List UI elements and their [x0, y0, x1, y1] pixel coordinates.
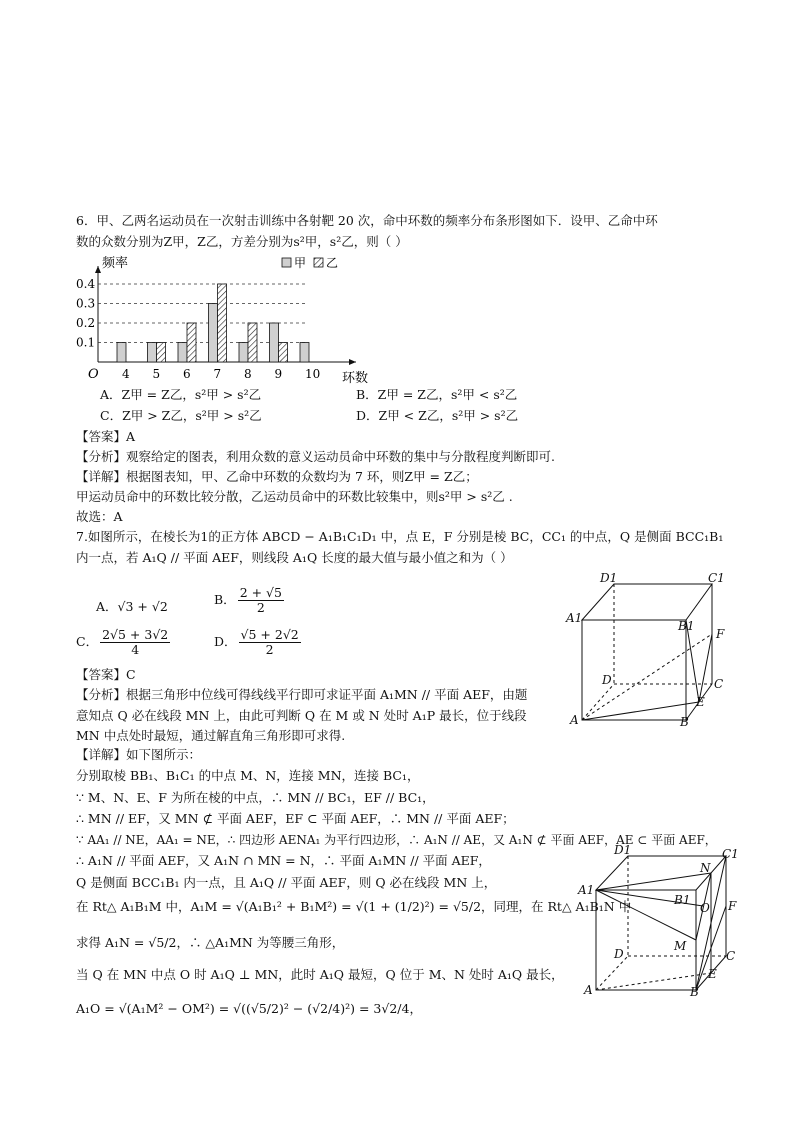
x-axis-label: 环数 — [342, 371, 369, 386]
origin-label: O — [88, 367, 99, 382]
q6-choice: 故选：A — [76, 509, 123, 524]
q7-option-b-label: B． — [214, 592, 236, 607]
q7-option-b-denominator: 2 — [256, 600, 265, 615]
y-tick-label: 0.4 — [76, 277, 96, 291]
cube1-label-a: A — [570, 713, 579, 727]
q6-detail-2: 甲运动员命中的环数比较分散，乙运动员命中的环数比较集中，则s²甲 > s²乙 . — [76, 489, 513, 504]
bar-yi — [248, 323, 257, 362]
bar-jia — [148, 343, 157, 363]
q7-option-d-label: D． — [214, 634, 237, 649]
q7-option-b-numerator: 2 + √5 — [239, 585, 282, 600]
cube2-label-d: D — [614, 947, 624, 961]
q7-analysis-3: MN 中点处时最短，通过解直角三角形即可求得. — [76, 728, 346, 743]
cube2-label-f: F — [728, 899, 737, 913]
bar-jia — [178, 343, 187, 363]
q7-detail-4: ∵ AA₁ // NE，AA₁ = NE，∴ 四边形 AENA₁ 为平行四边形，∴ A₁N // AE，又 A₁N ⊄ 平面 AEF，AE ⊂ 平面 AEF， — [76, 833, 717, 847]
legend-swatch-yi — [314, 258, 323, 267]
bar-jia — [270, 323, 279, 362]
cube-diagram-1 — [562, 568, 742, 728]
q7-option-a-expr: √3 + √2 — [117, 599, 168, 614]
cube2-label-n: N — [700, 861, 711, 875]
q6-option-d[interactable]: D．Z甲 < Z乙，s²甲 > s²乙 — [356, 408, 519, 423]
cube2-label-c1: C1 — [722, 847, 739, 861]
legend-label-jia: 甲 — [294, 256, 307, 270]
q6-line2: 数的众数分别为Z甲，Z乙，方差分别为s²甲，s²乙，则（ ） — [76, 234, 408, 249]
q7-detail-head: 【详解】如下图所示： — [76, 747, 202, 762]
cube2-label-m: M — [674, 939, 687, 953]
q7-option-d-numerator: √5 + 2√2 — [240, 627, 299, 642]
y-tick-label: 0.3 — [76, 296, 96, 311]
q6-analysis: 【分析】观察给定的图表，利用众数的意义运动员命中环数的集中与分散程度判断即可. — [76, 449, 555, 464]
y-tick-label: 0.1 — [76, 335, 96, 350]
legend-label-yi: 乙 — [326, 256, 339, 270]
bar-yi — [157, 343, 166, 363]
x-tick-label: 7 — [213, 367, 222, 381]
q7-option-c[interactable] — [76, 628, 172, 657]
cube1-label-c: C — [714, 677, 724, 691]
y-axis-label: 频率 — [102, 256, 129, 271]
cube1-label-e: E — [696, 695, 705, 709]
cube2-label-a1: A1 — [578, 883, 595, 897]
x-tick-label: 8 — [244, 367, 252, 381]
q6-option-c[interactable]: C．Z甲 > Z乙，s²甲 > s²乙 — [100, 408, 262, 423]
bar-yi — [218, 284, 227, 362]
q7-detail-6: Q 是侧面 BCC₁B₁ 内一点，且 A₁Q // 平面 AEF，则 Q 必在线段 MN 上， — [76, 875, 497, 890]
q7-detail-2: ∵ M、N、E、F 为所在棱的中点，∴ MN // BC₁，EF // BC₁， — [76, 790, 435, 805]
q7-option-a[interactable] — [96, 598, 168, 616]
bar-jia — [117, 343, 126, 363]
cube2-label-e: E — [708, 967, 717, 981]
cube2-label-o: O — [700, 901, 710, 915]
q7-option-c-label: C． — [76, 634, 99, 649]
y-tick-label: 0.2 — [76, 316, 96, 330]
cube2-label-d1: D1 — [614, 843, 632, 857]
bar-yi — [187, 323, 196, 362]
q7-detail-5: ∴ A₁N // 平面 AEF，又 A₁N ∩ MN = N，∴ 平面 A₁MN // 平面 AEF， — [76, 853, 491, 868]
frequency-bar-chart — [76, 254, 376, 386]
cube-diagram-2 — [576, 838, 756, 998]
q6-option-b[interactable]: B．Z甲 = Z乙，s²甲 < s²乙 — [356, 387, 518, 402]
q7-detail-7: 在 Rt△ A₁B₁M 中，A₁M = √(A₁B₁² + B₁M²) = √(1 + (1/2)²) = √5/2，同理，在 Rt△ A₁B₁N 中 — [76, 899, 632, 914]
q7-line2: 内一点，若 A₁Q // 平面 AEF，则线段 A₁Q 长度的最大值与最小值之和为（ ） — [76, 550, 513, 565]
x-tick-label: 10 — [305, 367, 321, 381]
cube1-label-a1: A1 — [566, 611, 583, 625]
q7-analysis-2: 意知点 Q 必在线段 MN 上，由此可判断 Q 在 M 或 N 处时 A₁P 最长，位于线段 — [76, 708, 527, 723]
q7-option-b[interactable] — [214, 586, 286, 615]
bar-jia — [300, 343, 309, 363]
y-axis-arrow — [95, 266, 101, 273]
cube2-label-b1: B1 — [674, 893, 691, 907]
q7-option-d-denominator: 2 — [265, 642, 274, 657]
bar-jia — [209, 304, 218, 363]
q7-analysis-1: 【分析】根据三角形中位线可得线线平行即可求证平面 A₁MN // 平面 AEF，由题 — [76, 687, 528, 702]
cube1-label-c1: C1 — [708, 571, 725, 585]
q7-detail-1: 分别取棱 BB₁、B₁C₁ 的中点 M、N，连接 MN，连接 BC₁， — [76, 768, 420, 783]
bar-yi — [279, 343, 288, 363]
legend-swatch-jia — [282, 258, 291, 267]
x-tick-label: 4 — [122, 367, 130, 381]
q7-option-c-numerator: 2√5 + 3√2 — [102, 627, 169, 642]
cube1-label-b: B — [680, 715, 689, 728]
cube1-label-b1: B1 — [678, 619, 695, 633]
q7-option-d[interactable] — [214, 628, 303, 657]
cube1-label-d1: D1 — [600, 571, 618, 585]
q7-detail-10: A₁O = √(A₁M² − OM²) = √((√5/2)² − (√2/4)²) = 3√2/4， — [76, 1001, 422, 1016]
bar-jia — [239, 343, 248, 363]
cube2-label-b: B — [690, 985, 699, 998]
q6-line1: 6．甲、乙两名运动员在一次射击训练中各射靶 20 次，命中环数的频率分布条形图如下．设甲、乙命中环 — [76, 213, 658, 228]
cube2-label-c: C — [726, 949, 736, 963]
x-tick-label: 6 — [183, 367, 191, 381]
q7-detail-8: 求得 A₁N = √5/2，∴ △A₁MN 为等腰三角形， — [76, 935, 345, 950]
q7-line1: 7.如图所示，在棱长为1的正方体 ABCD − A₁B₁C₁D₁ 中，点 E，F 分别是棱 BC，CC₁ 的中点，Q 是侧面 BCC₁B₁ — [76, 529, 724, 544]
q7-option-c-denominator: 4 — [131, 642, 140, 657]
q7-answer: 【答案】C — [76, 667, 136, 682]
cube1-label-d: D — [602, 673, 612, 687]
q7-detail-3: ∴ MN // EF，又 MN ⊄ 平面 AEF，EF ⊂ 平面 AEF，∴ MN // 平面 AEF； — [76, 811, 515, 826]
cube2-label-a: A — [584, 983, 593, 997]
q6-detail-1: 【详解】根据图表知，甲、乙命中环数的众数均为 7 环，则Z甲 = Z乙； — [76, 469, 478, 484]
q6-answer: 【答案】A — [76, 429, 136, 444]
q7-option-a-label: A． — [96, 599, 118, 614]
q6-option-a[interactable]: A．Z甲 = Z乙，s²甲 > s²乙 — [100, 387, 262, 402]
x-tick-label: 5 — [152, 367, 161, 381]
x-axis-arrow — [349, 359, 356, 365]
x-tick-label: 9 — [274, 367, 283, 381]
q7-detail-9: 当 Q 在 MN 中点 O 时 A₁Q ⊥ MN，此时 A₁Q 最短，Q 位于 M、N 处时 A₁Q 最长， — [76, 967, 564, 982]
cube1-label-f: F — [716, 627, 725, 641]
